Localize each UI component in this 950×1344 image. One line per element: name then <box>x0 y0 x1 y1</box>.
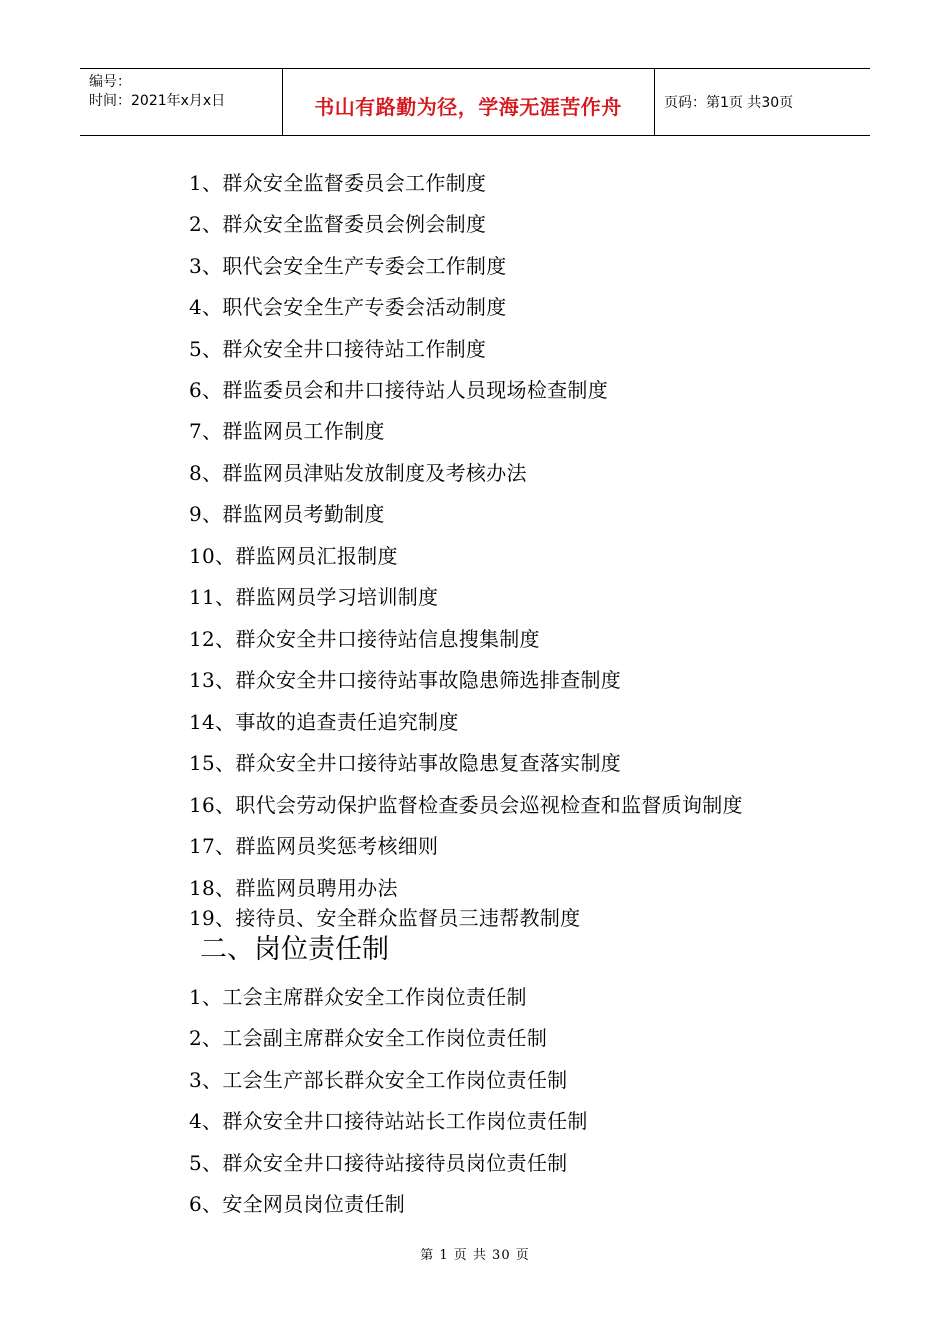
list-item: 11、群监网员学习培训制度 <box>189 585 439 609</box>
document-code-label: 编号： <box>89 74 131 90</box>
list-item: 1、工会主席群众安全工作岗位责任制 <box>189 985 527 1009</box>
list-item: 14、事故的追查责任追究制度 <box>189 710 459 734</box>
section-heading: 二、岗位责任制 <box>200 934 389 965</box>
header-page-info: 页码：第1页 共30页 <box>664 95 794 111</box>
list-item: 3、工会生产部长群众安全工作岗位责任制 <box>189 1068 568 1092</box>
list-item: 15、群众安全井口接待站事故隐患复查落实制度 <box>189 751 622 775</box>
page-footer: 第 1 页 共 30 页 <box>420 1248 530 1263</box>
header-motto: 书山有路勤为径，学海无涯苦作舟 <box>314 95 622 119</box>
list-item: 4、职代会安全生产专委会活动制度 <box>189 295 507 319</box>
list-item: 5、群众安全井口接待站工作制度 <box>189 337 487 361</box>
list-item: 16、职代会劳动保护监督检查委员会巡视检查和监督质询制度 <box>189 793 743 817</box>
list-item: 9、群监网员考勤制度 <box>189 502 385 526</box>
document-header <box>80 68 870 136</box>
header-page-cell <box>654 69 870 135</box>
list-item: 7、群监网员工作制度 <box>189 419 385 443</box>
list-item: 17、群监网员奖惩考核细则 <box>189 834 439 858</box>
list-item: 2、群众安全监督委员会例会制度 <box>189 212 487 236</box>
list-item: 19、接待员、安全群众监督员三违帮教制度 <box>189 906 581 930</box>
header-motto-cell <box>282 69 655 135</box>
header-meta-cell <box>80 69 283 135</box>
list-item: 12、群众安全井口接待站信息搜集制度 <box>189 627 540 651</box>
list-item: 18、群监网员聘用办法 <box>189 876 398 900</box>
list-item: 8、群监网员津贴发放制度及考核办法 <box>189 461 527 485</box>
list-item: 6、群监委员会和井口接待站人员现场检查制度 <box>189 378 609 402</box>
list-item: 2、工会副主席群众安全工作岗位责任制 <box>189 1026 548 1050</box>
list-item: 6、安全网员岗位责任制 <box>189 1192 406 1216</box>
list-item: 13、群众安全井口接待站事故隐患筛选排查制度 <box>189 668 622 692</box>
list-item: 10、群监网员汇报制度 <box>189 544 398 568</box>
list-item: 5、群众安全井口接待站接待员岗位责任制 <box>189 1151 568 1175</box>
list-item: 3、职代会安全生产专委会工作制度 <box>189 254 507 278</box>
list-item: 4、群众安全井口接待站站长工作岗位责任制 <box>189 1109 588 1133</box>
document-date-label: 时间：2021年x月x日 <box>89 93 226 109</box>
list-item: 1、群众安全监督委员会工作制度 <box>189 171 487 195</box>
